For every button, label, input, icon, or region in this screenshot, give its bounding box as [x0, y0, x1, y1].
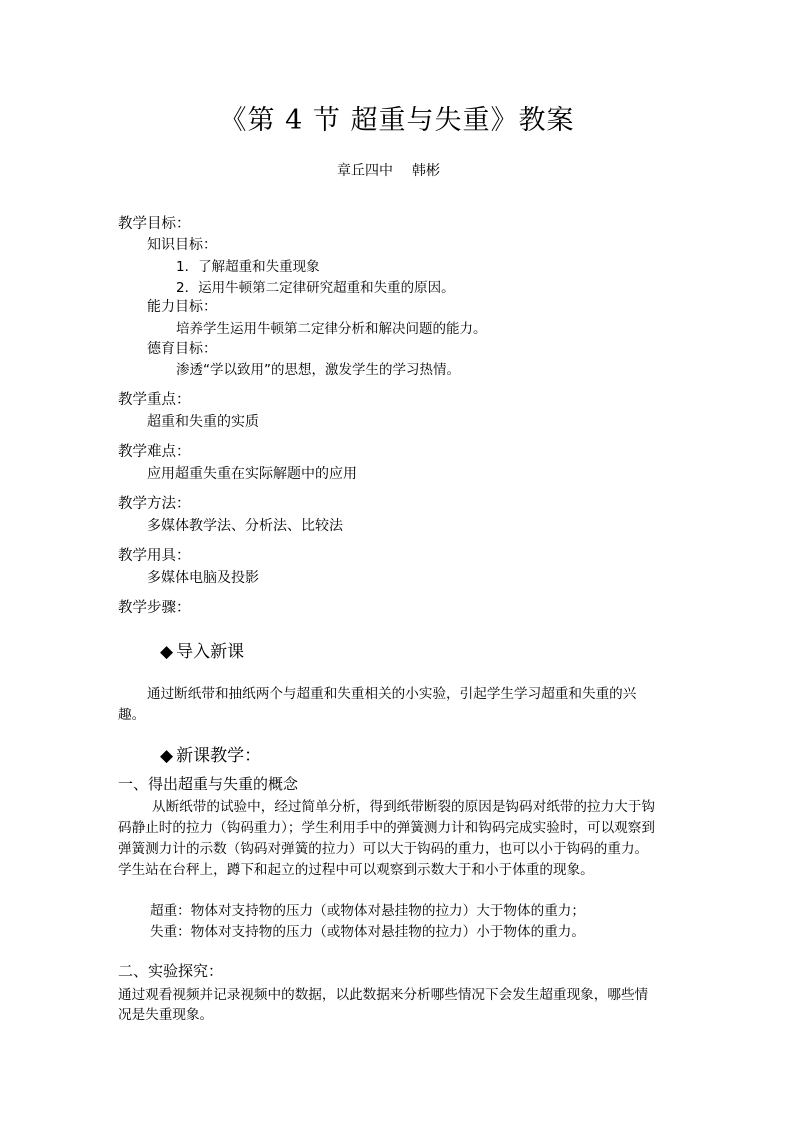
- new-lesson-heading-text: 新课教学：: [176, 746, 262, 766]
- section1-paragraph-line: 弹簧测力计的示数（钩码对弹簧的拉力）可以大于钩码的重力，也可以小于钩码的重力。: [118, 841, 649, 857]
- steps-heading: 教学步骤：: [118, 600, 191, 616]
- moral-objective-label: 德育目标：: [147, 341, 217, 357]
- knowledge-objective-label: 知识目标：: [147, 237, 217, 253]
- ability-objective-label: 能力目标：: [147, 299, 217, 315]
- methods-heading: 教学方法：: [118, 496, 191, 512]
- section1-paragraph-line: 学生站在台秤上，蹲下和起立的过程中可以观察到示数大于和小于体重的现象。: [118, 862, 594, 878]
- section1-heading: 一、得出超重与失重的概念: [118, 775, 299, 793]
- section1-paragraph-line: 码静止时的拉力（钩码重力）；学生利用手中的弹簧测力计和钩码完成实验时，可以观察到: [118, 820, 655, 836]
- overweight-definition: 超重：物体对支持物的压力（或物体对悬挂物的拉力）大于物体的重力；: [150, 903, 585, 919]
- methods-text: 多媒体教学法、分析法、比较法: [147, 518, 343, 534]
- intro-heading: [160, 637, 244, 662]
- knowledge-objective-item: 1．了解超重和失重现象: [176, 259, 320, 275]
- author-name: 韩彬: [412, 163, 440, 179]
- diamond-bullet-icon: ◆: [160, 642, 174, 662]
- intro-heading-text: 导入新课: [176, 642, 245, 662]
- section2-heading: 二、实验探究：: [118, 962, 224, 980]
- key-points-heading: 教学重点：: [118, 392, 191, 408]
- ability-objective-text: 培养学生运用牛顿第二定律分析和解决问题的能力。: [176, 321, 487, 337]
- weightless-definition: 失重：物体对支持物的压力（或物体对悬挂物的拉力）小于物体的重力。: [150, 924, 585, 940]
- diamond-bullet-icon: ◆: [160, 746, 174, 766]
- section1-paragraph-line: 从断纸带的试验中，经过简单分析，得到纸带断裂的原因是钩码对纸带的拉力大于钩: [152, 799, 655, 815]
- difficulties-text: 应用超重失重在实际解题中的应用: [147, 466, 357, 482]
- section2-paragraph-line: 通过观看视频并记录视频中的数据，以此数据来分析哪些情况下会发生超重现象，哪些情: [118, 987, 649, 1003]
- section2-paragraph-line: 况是失重现象。: [118, 1007, 214, 1023]
- moral-objective-text: 渗透“学以致用”的思想，激发学生的学习热情。: [176, 362, 460, 378]
- key-points-text: 超重和失重的实质: [147, 414, 259, 430]
- tools-heading: 教学用具：: [118, 548, 191, 564]
- knowledge-objective-item: 2．运用牛顿第二定律研究超重和失重的原因。: [176, 280, 455, 296]
- intro-paragraph-line: 趣。: [118, 707, 146, 723]
- tools-text: 多媒体电脑及投影: [147, 570, 259, 586]
- objectives-heading: 教学目标：: [118, 216, 191, 232]
- new-lesson-heading: [160, 741, 261, 766]
- difficulties-heading: 教学难点：: [118, 444, 191, 460]
- author-school: 章丘四中: [337, 163, 393, 179]
- intro-paragraph-line: 通过断纸带和抽纸两个与超重和失重相关的小实验，引起学生学习超重和失重的兴: [147, 686, 637, 702]
- page-title: 《第 4 节 超重与失重》教案: [219, 105, 575, 136]
